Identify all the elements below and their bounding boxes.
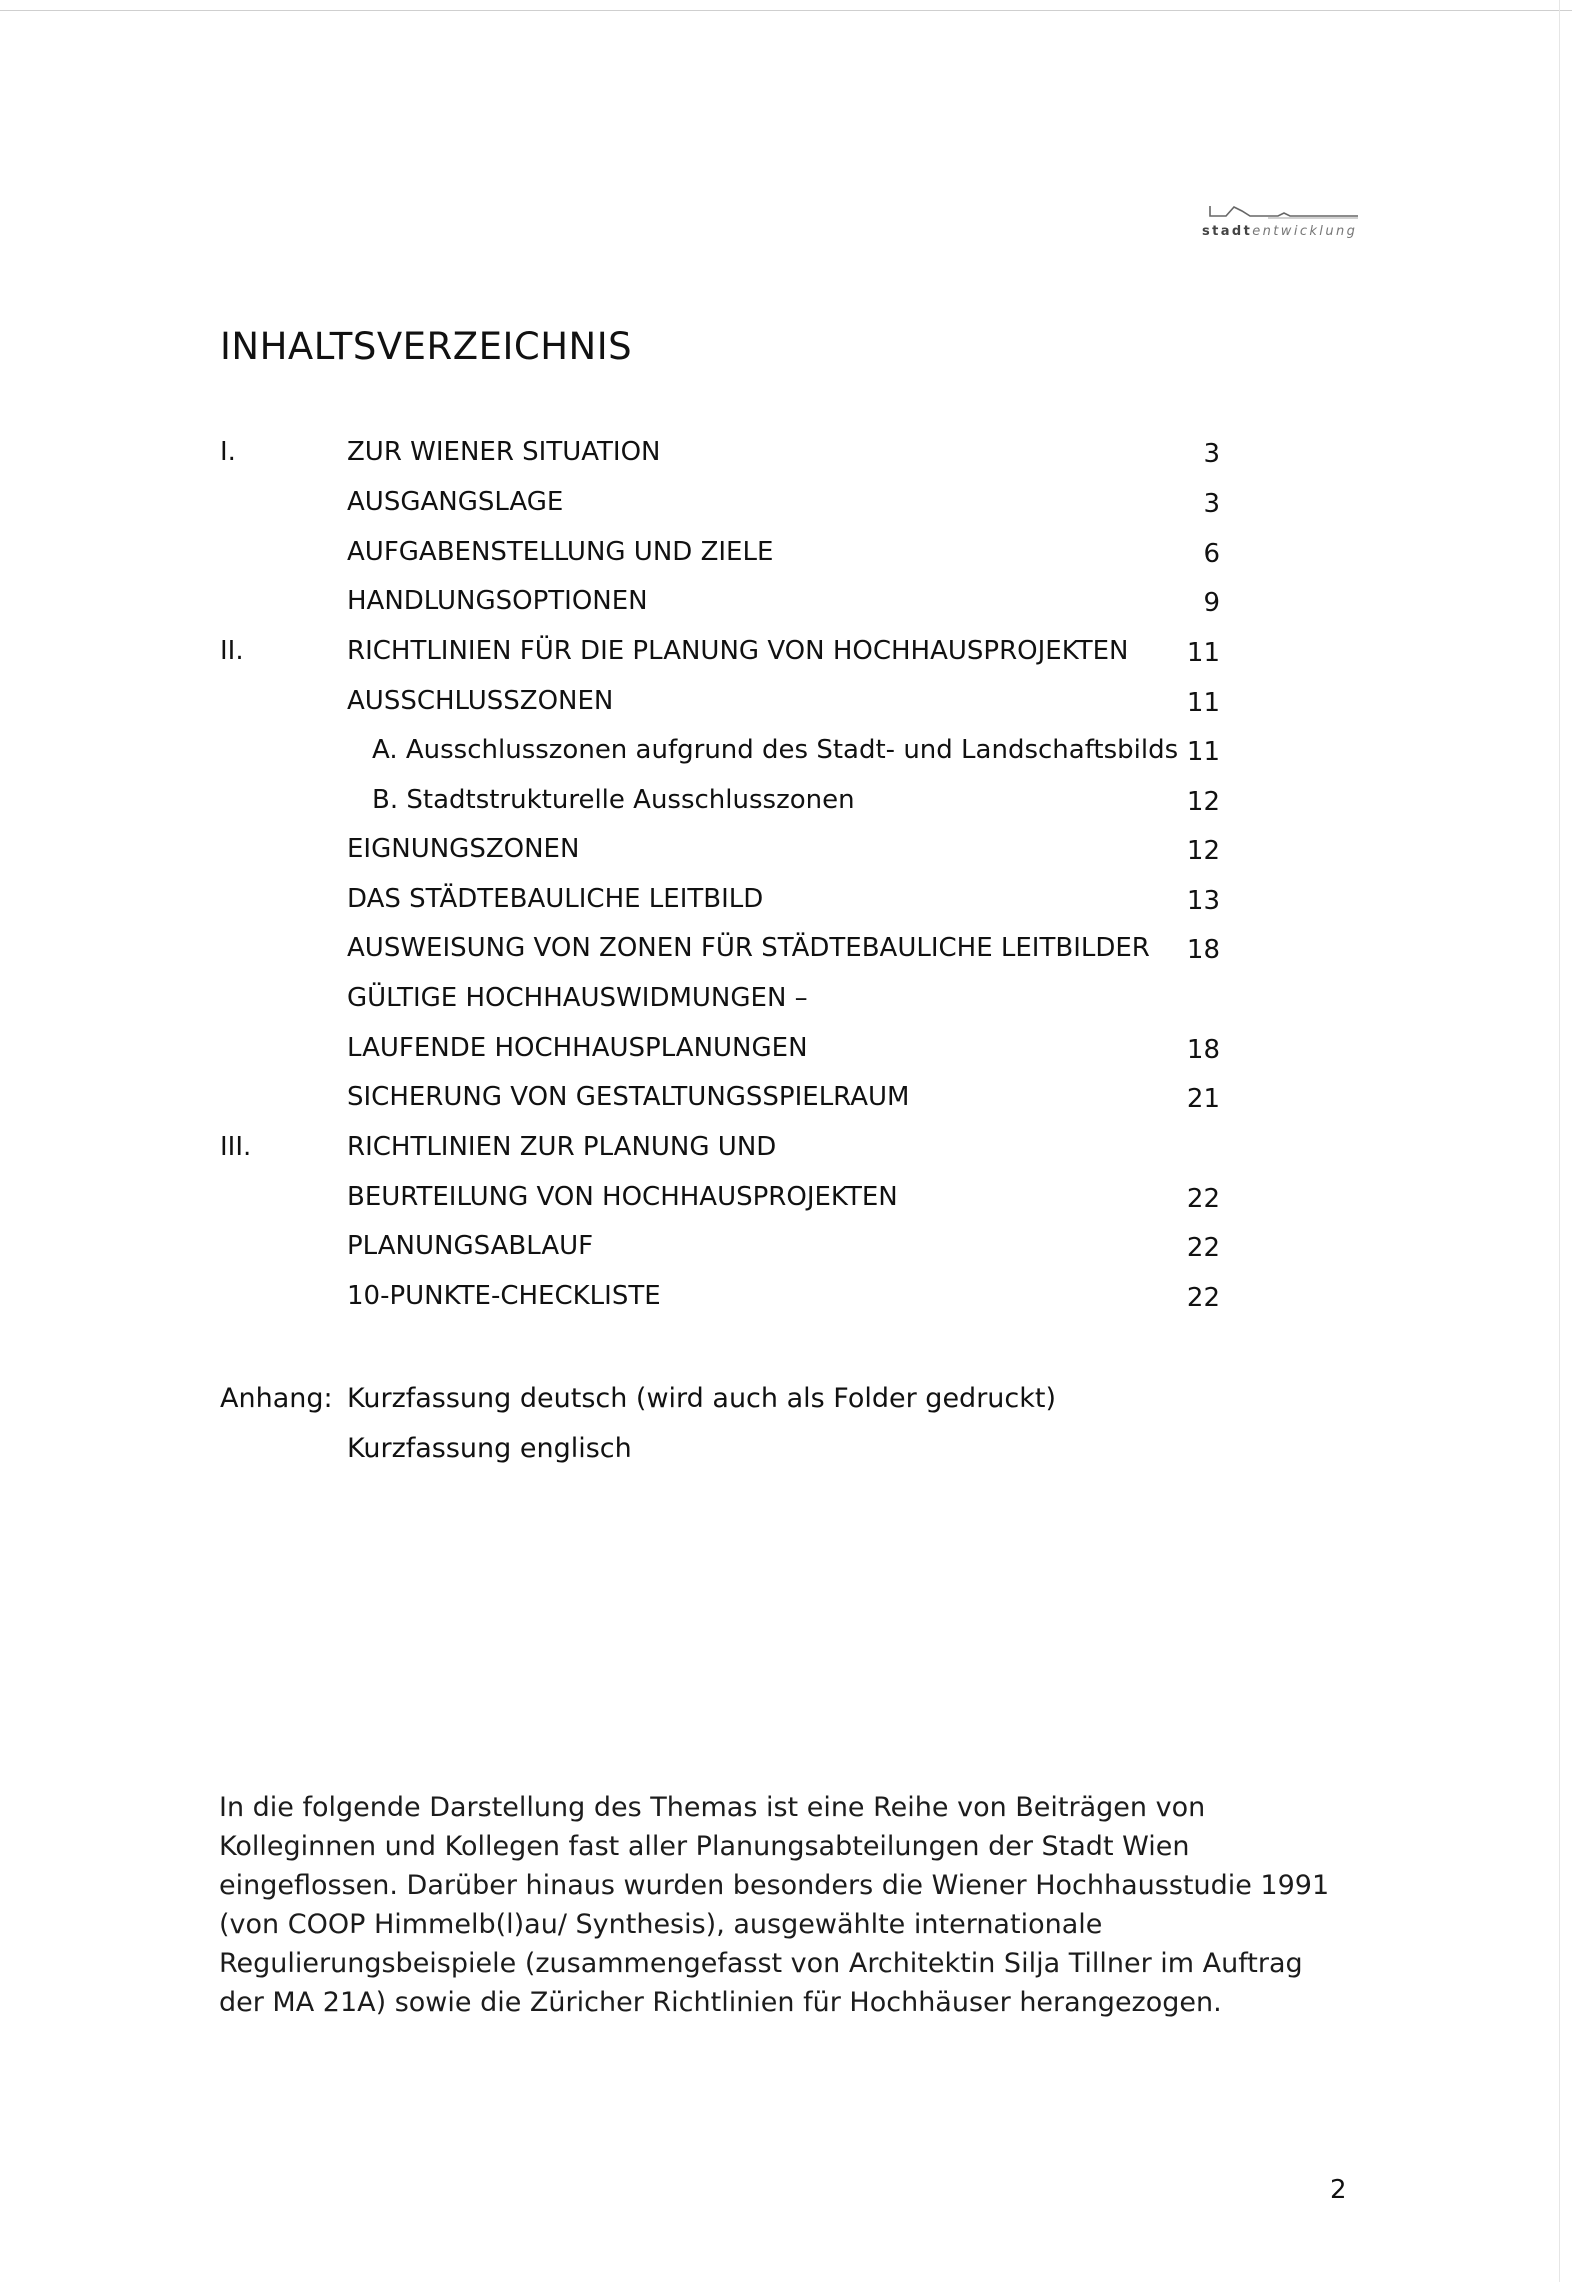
toc-page-number: 11 xyxy=(1186,688,1220,718)
toc-page-number: 12 xyxy=(1186,836,1220,866)
toc-entry-title: DAS STÄDTEBAULICHE LEITBILD xyxy=(347,884,764,914)
appendix-label: Anhang: xyxy=(220,1383,333,1414)
toc-subentry-title: B. Stadtstrukturelle Ausschlusszonen xyxy=(372,785,855,815)
toc-page-number: 22 xyxy=(1186,1283,1220,1313)
toc-entry-title: SICHERUNG VON GESTALTUNGSSPIELRAUM xyxy=(347,1082,910,1112)
toc-row xyxy=(0,983,1572,1023)
toc-entry-title: HANDLUNGSOPTIONEN xyxy=(347,586,648,616)
logo-wordmark-italic: entwicklung xyxy=(1252,224,1358,239)
toc-entry-title: AUFGABENSTELLUNG UND ZIELE xyxy=(347,537,774,567)
page-top-edge xyxy=(0,10,1572,11)
toc-entry-title: PLANUNGSABLAUF xyxy=(347,1231,594,1261)
toc-row xyxy=(0,586,1572,626)
toc-page-number: 22 xyxy=(1186,1184,1220,1214)
toc-page-number: 11 xyxy=(1186,737,1220,767)
toc-page-number: 21 xyxy=(1186,1084,1220,1114)
toc-row xyxy=(0,1182,1572,1222)
toc-row xyxy=(0,735,1572,775)
toc-page-number: 13 xyxy=(1186,886,1220,916)
toc-row xyxy=(0,1033,1572,1073)
toc-page-number: 9 xyxy=(1203,588,1220,618)
appendix-item: Kurzfassung englisch xyxy=(347,1433,632,1464)
toc-row xyxy=(0,1082,1572,1122)
toc-entry-title: EIGNUNGSZONEN xyxy=(347,834,580,864)
toc-row xyxy=(0,636,1572,676)
toc-page-number: 3 xyxy=(1203,489,1220,519)
toc-page-number: 18 xyxy=(1186,1035,1220,1065)
toc-row xyxy=(0,1281,1572,1321)
toc-row xyxy=(0,884,1572,924)
skyline-logo-icon xyxy=(1208,202,1358,224)
toc-section-number: III. xyxy=(220,1132,252,1162)
appendix-item: Kurzfassung deutsch (wird auch als Folder gedruckt) xyxy=(347,1383,1057,1414)
toc-row xyxy=(0,437,1572,477)
toc-row xyxy=(0,1231,1572,1271)
toc-row xyxy=(0,686,1572,726)
toc-row xyxy=(0,785,1572,825)
toc-entry-title: BEURTEILUNG VON HOCHHAUSPROJEKTEN xyxy=(347,1182,898,1212)
toc-page-number: 18 xyxy=(1186,935,1220,965)
sources-note: In die folgende Darstellung des Themas ist eine Reihe von Beiträgen von Kolleginnen und Kollegen fast aller Planungsabteilungen der Stadt Wien eingeflossen. Darüber hinaus wurden besonders die Wiener Hochhausstudie 1991 (von COOP Himmelb(l)au/ Synthesis), ausgewählte internationale Regulierungsbeispiele (zusammengefasst von Architektin Silja Tillner im Auftrag der MA 21A) sowie die Züricher Richtlinien für Hochhäuser herangezogen. xyxy=(219,1792,1330,2018)
toc-entry-title: AUSSCHLUSSZONEN xyxy=(347,686,614,716)
toc-entry-title: AUSGANGSLAGE xyxy=(347,487,564,517)
page-number: 2 xyxy=(1330,2175,1347,2205)
stadtentwicklung-logo xyxy=(1196,202,1356,242)
toc-page-number: 22 xyxy=(1186,1233,1220,1263)
toc-row xyxy=(0,834,1572,874)
logo-wordmark-bold: stadt xyxy=(1202,224,1253,239)
toc-page-number: 12 xyxy=(1186,787,1220,817)
toc-row xyxy=(0,537,1572,577)
toc-entry-title: ZUR WIENER SITUATION xyxy=(347,437,661,467)
toc-entry-title: AUSWEISUNG VON ZONEN FÜR STÄDTEBAULICHE LEITBILDER xyxy=(347,933,1150,963)
toc-page-number: 6 xyxy=(1203,539,1220,569)
toc-entry-title: RICHTLINIEN ZUR PLANUNG UND xyxy=(347,1132,777,1162)
toc-subentry-title: A. Ausschlusszonen aufgrund des Stadt- und Landschaftsbilds xyxy=(372,735,1179,765)
toc-row xyxy=(0,933,1572,973)
toc-entry-title: 10-PUNKTE-CHECKLISTE xyxy=(347,1281,661,1311)
toc-section-number: II. xyxy=(220,636,244,666)
toc-row xyxy=(0,1132,1572,1172)
toc-entry-title: GÜLTIGE HOCHHAUSWIDMUNGEN – xyxy=(347,983,808,1013)
toc-row xyxy=(0,487,1572,527)
logo-wordmark xyxy=(1202,224,1357,239)
toc-page-number: 3 xyxy=(1203,439,1220,469)
page-title: INHALTSVERZEICHNIS xyxy=(220,325,633,368)
toc-section-number: I. xyxy=(220,437,236,467)
toc-page-number: 11 xyxy=(1186,638,1220,668)
toc-entry-title: RICHTLINIEN FÜR DIE PLANUNG VON HOCHHAUSPROJEKTEN xyxy=(347,636,1129,666)
toc-entry-title: LAUFENDE HOCHHAUSPLANUNGEN xyxy=(347,1033,808,1063)
